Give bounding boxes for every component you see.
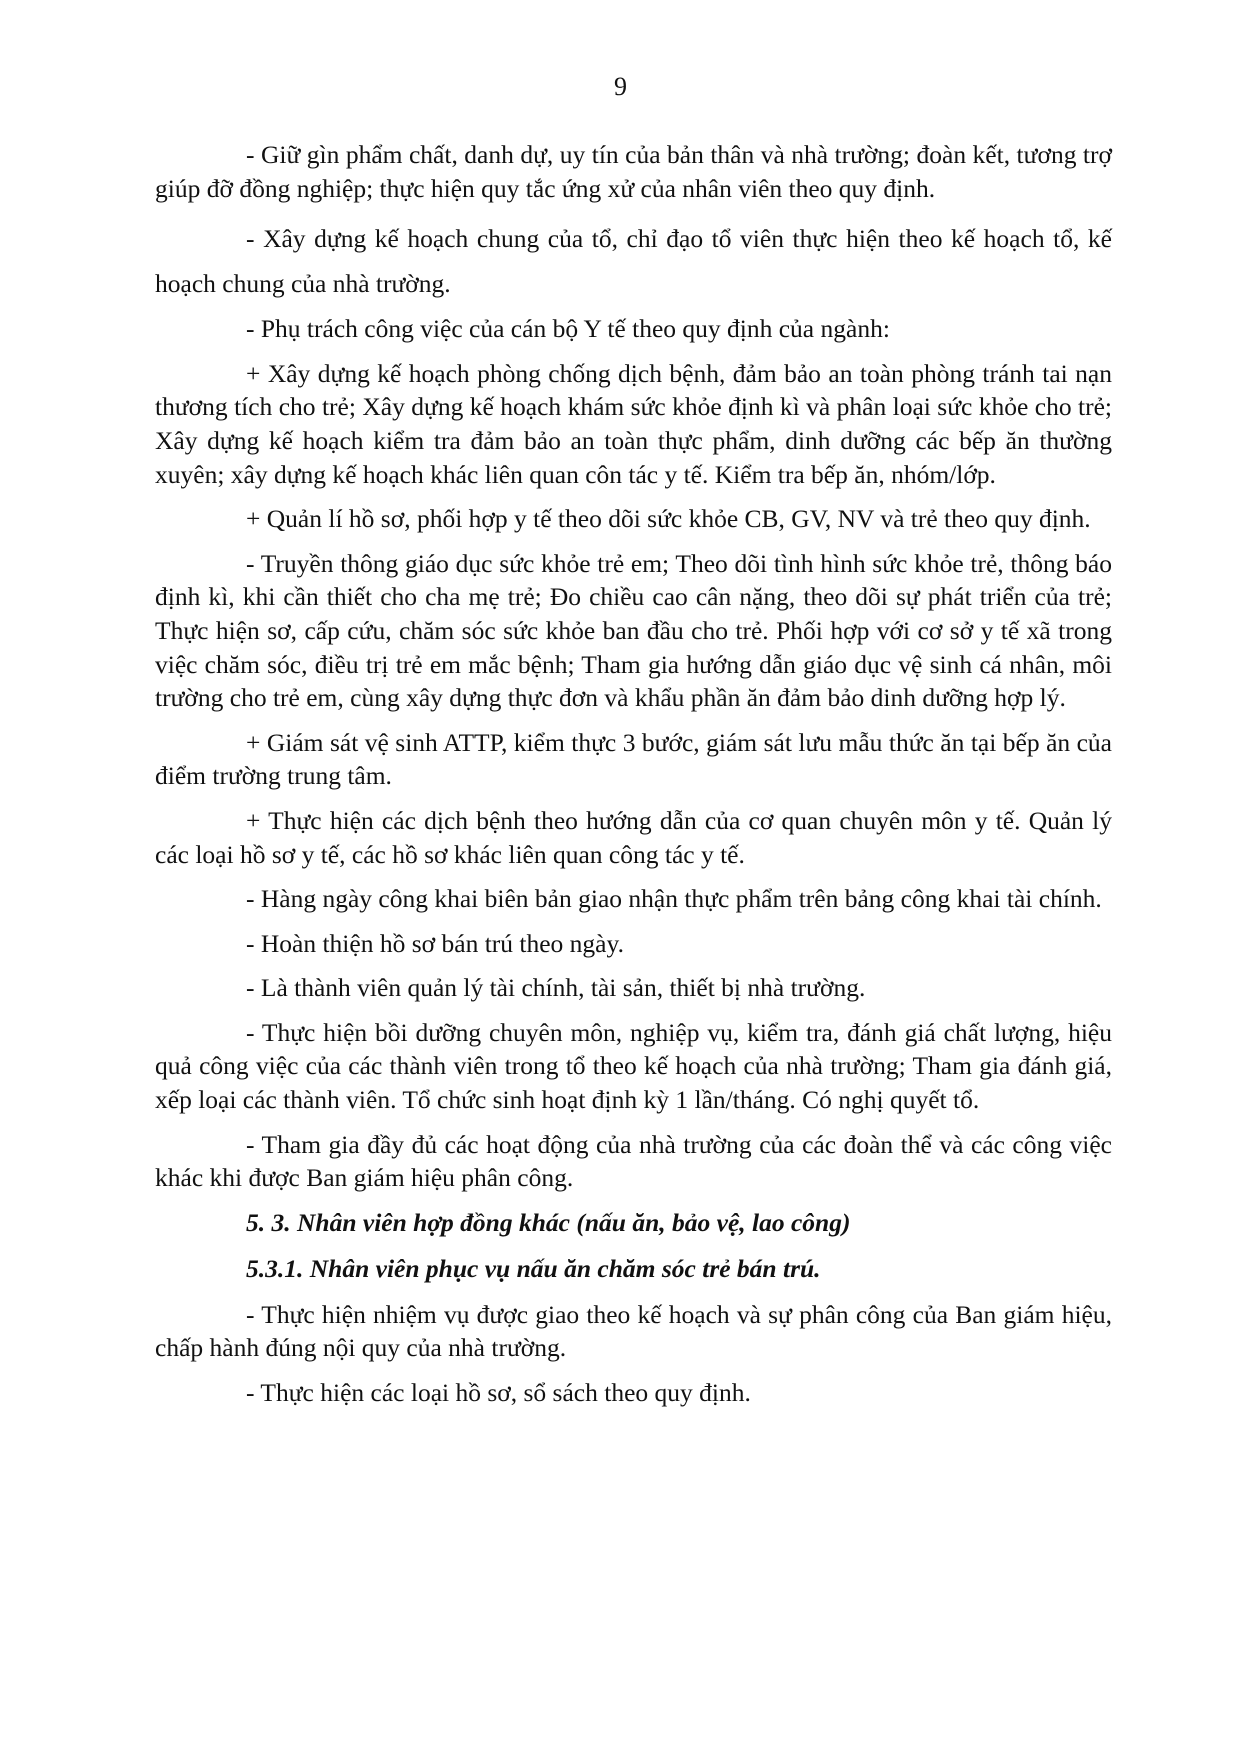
paragraph-boarding-records: - Hoàn thiện hồ sơ bán trú theo ngày. — [246, 928, 624, 958]
page-number: 9 — [614, 72, 627, 101]
paragraph-team-plan: - Xây dựng kế hoạch chung của tổ, chỉ đạo tổ viên thực hiện theo kế hoạch tổ, kế hoạch chung của nhà trường. — [155, 224, 1112, 299]
paragraph-records-books: - Thực hiện các loại hồ sơ, sổ sách theo quy định. — [246, 1378, 751, 1408]
section-heading-5-3: 5. 3. Nhân viên hợp đồng khác (nấu ăn, bảo vệ, lao công) — [246, 1207, 851, 1237]
paragraph-food-safety: + Giám sát vệ sinh ATTP, kiểm thực 3 bước, giám sát lưu mẫu thức ăn tại bếp ăn của điểm trường trung tâm. — [155, 727, 1112, 791]
section-heading-5-3-1: 5.3.1. Nhân viên phục vụ nấu ăn chăm sóc trẻ bán trú. — [246, 1253, 821, 1283]
paragraph-finance-member: - Là thành viên quản lý tài chính, tài sản, thiết bị nhà trường. — [246, 973, 866, 1003]
paragraph-health-duty: - Phụ trách công việc của cán bộ Y tế theo quy định của ngành: — [246, 314, 890, 344]
paragraph-disease-guidance: + Thực hiện các dịch bệnh theo hướng dẫn của cơ quan chuyên môn y tế. Quản lý các loại hồ sơ y tế, các hồ sơ khác liên quan công tác y tế. — [155, 805, 1112, 869]
paragraph-daily-disclosure: - Hàng ngày công khai biên bản giao nhận thực phẩm trên bảng công khai tài chính. — [246, 884, 1102, 914]
paragraph-health-records: + Quản lí hồ sơ, phối hợp y tế theo dõi sức khỏe CB, GV, NV và trẻ theo quy định. — [246, 504, 1091, 534]
paragraph-training: - Thực hiện bồi dưỡng chuyên môn, nghiệp vụ, kiểm tra, đánh giá chất lượng, hiệu quả công việc của các thành viên trong tổ theo kế hoạch của nhà trường; Tham gia đánh giá, xếp loại các thành viên. Tổ chức sinh hoạt định kỳ 1 lần/tháng. Có nghị quyết tổ. — [155, 1017, 1112, 1115]
paragraph-activities: - Tham gia đầy đủ các hoạt động của nhà trường của các đoàn thể và các công việc khác khi được Ban giám hiệu phân công. — [155, 1129, 1112, 1193]
paragraph-epidemic-plan: + Xây dựng kế hoạch phòng chống dịch bệnh, đảm bảo an toàn phòng tránh tai nạn thương tích cho trẻ; Xây dựng kế hoạch khám sức khỏe định kì và phân loại sức khỏe cho trẻ; Xây dựng kế hoạch kiểm tra đảm bảo an toàn thực phẩm, dinh dưỡng các bếp ăn thường xuyên; xây dựng kế hoạch khác liên quan côn tác y tế. Kiểm tra bếp ăn, nhóm/lớp. — [155, 358, 1112, 489]
document-body — [155, 138, 1112, 1421]
paragraph-integrity: - Giữ gìn phẩm chất, danh dự, uy tín của bản thân và nhà trường; đoàn kết, tương trợ giúp đỡ đồng nghiệp; thực hiện quy tắc ứng xử của nhân viên theo quy định. — [155, 140, 1112, 203]
paragraph-assigned-tasks: - Thực hiện nhiệm vụ được giao theo kế hoạch và sự phân công của Ban giám hiệu, chấp hành đúng nội quy của nhà trường. — [155, 1299, 1112, 1363]
paragraph-health-education: - Truyền thông giáo dục sức khỏe trẻ em; Theo dõi tình hình sức khỏe trẻ, thông báo định kì, khi cần thiết cho cha mẹ trẻ; Đo chiều cao cân nặng, theo dõi sự phát triển của trẻ; Thực hiện sơ, cấp cứu, chăm sóc sức khỏe ban đầu cho trẻ. Phối hợp với cơ sở y tế xã trong việc chăm sóc, điều trị trẻ em mắc bệnh; Tham gia hướng dẫn giáo dục vệ sinh cá nhân, môi trường cho trẻ em, cùng xây dựng thực đơn và khẩu phần ăn đảm bảo dinh dưỡng hợp lý. — [155, 548, 1112, 713]
